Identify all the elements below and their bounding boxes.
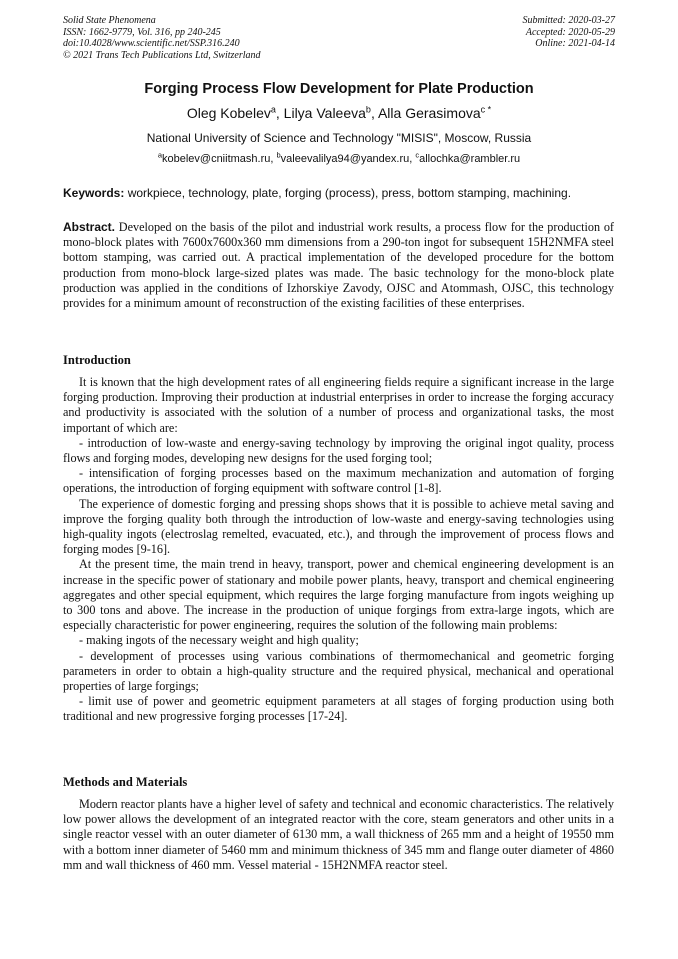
- doi-line: doi:10.4028/www.scientific.net/SSP.316.240: [63, 38, 240, 49]
- email-sup: c: [415, 150, 420, 160]
- email-link[interactable]: kobelev@cniitmash.ru: [161, 153, 271, 165]
- author-sup: b: [365, 104, 371, 115]
- email-sup: b: [276, 150, 281, 160]
- paragraph: At the present time, the main trend in heavy, transport, power and chemical engineering development is an increase in the specific power of stationary and mobile power plants, heavy, transport and chemical engineering aggregates and other special equipment, which requires the large forging manufacture from ingots weighing up to 300 tons and above. The increase in the production of unique forgings from extra-large ingots, which are especially characteristic for power engineering, requires the solution of the following main problems:: [63, 557, 614, 633]
- email-link[interactable]: valeevalilya94@yandex.ru: [280, 153, 410, 165]
- author-sup: a: [270, 104, 276, 115]
- introduction-body: [63, 375, 614, 725]
- paragraph: - introduction of low-waste and energy-saving technology by improving the original ingot quality, process flows and forging modes, developing new designs for the used forging tool;: [63, 435, 614, 466]
- keywords-label: Keywords:: [63, 186, 125, 200]
- abstract-text: Developed on the basis of the pilot and industrial work results, a process flow for the production of mono-block plates with 7600x7600x360 mm dimensions from a 290-ton ingot for subsequent 15H2NMFA steel bottom stamping, was carried out. A practical implementation of the developed procedure for the bottom production from mono-block large-sized plates was made. The basic technology for the mono-block plate production was applied in the conditions of Izhorskiye Zavody, OJSC and Atommash, OJSC, this technology provides for a minimum amount of reconstruction of the existing facilities of these enterprises.: [63, 220, 614, 311]
- author-name: Oleg Kobelev: [186, 105, 271, 121]
- accepted-date: Accepted: 2020-05-29: [525, 26, 615, 38]
- keywords-text: workpiece, technology, plate, forging (process), press, bottom stamping, machining.: [127, 186, 572, 200]
- author-name: Alla Gerasimova: [377, 105, 481, 121]
- author-name: Lilya Valeeva: [283, 105, 366, 121]
- paragraph: - limit use of power and geometric equipment parameters at all stages of forging production using both traditional and new progressive forging processes [17-24].: [63, 694, 614, 724]
- submission-dates: [415, 15, 615, 50]
- copyright-line: © 2021 Trans Tech Publications Ltd, Switzerland: [63, 49, 261, 61]
- abstract: [63, 220, 614, 311]
- email-link[interactable]: allochka@rambler.ru: [419, 153, 521, 165]
- issn-line: ISSN: 1662-9779, Vol. 316, pp 240-245: [63, 26, 221, 38]
- paper-title: Forging Process Flow Development for Plate Production: [144, 81, 534, 97]
- paragraph: It is known that the high development rates of all engineering fields require a significant increase in the large forging production. Improving their production at industrial enterprises in order to increase the forging accuracy and productivity is associated with the solution of a number of process and organizational tasks, the most important of which are:: [63, 375, 614, 435]
- paragraph: - making ingots of the necessary weight and high quality;: [79, 633, 359, 648]
- keywords: [63, 186, 623, 200]
- abstract-label: Abstract.: [63, 220, 116, 234]
- journal-info: [63, 15, 383, 61]
- author-sup: c *: [480, 104, 492, 115]
- paragraph: Modern reactor plants have a higher level of safety and technical and economic characteristics. The relatively low power allows the development of an integrated reactor with the core, steam generators and other units in a single reactor vessel with an outer diameter of 6130 mm, a wall thickness of 265 mm and a height of 19550 mm with a bottom inner diameter of 5460 mm and minimum thickness of 345 mm and flange outer diameter of 4860 mm and wall thickness of 460 mm. Vessel material - 15H2NMFA reactor steel.: [63, 797, 614, 872]
- methods-body: [63, 797, 614, 873]
- methods-heading: Methods and Materials: [63, 775, 188, 789]
- submitted-date: Submitted: 2020-03-27: [522, 15, 615, 26]
- paragraph: The experience of domestic forging and pressing shops shows that it is possible to achieve metal saving and improve the forging quality both through the introduction of low-waste and energy-saving technologies using high-quality ingots (electroslag remelted, evacuated, etc.), and through the improvement of process flows and forging modes [9-16].: [63, 496, 614, 557]
- email-list: $^a$kobelev@cniitmash.ru, $^b$valeevalilya94@yandex.ru, $^c$allochka@rambler.ru: [157, 150, 521, 165]
- journal-name: Solid State Phenomena: [63, 15, 156, 26]
- affiliation: National University of Science and Technology "MISIS", Moscow, Russia: [146, 131, 532, 145]
- email-sup: a: [157, 150, 162, 160]
- online-date: Online: 2021-04-14: [535, 38, 615, 49]
- introduction-heading: Introduction: [63, 353, 131, 367]
- author-list: Oleg Kobelev$^a$, Lilya Valeeva$^b$, Alla Gerasimova$^{c *}$: [186, 104, 492, 121]
- paragraph: - intensification of forging processes based on the maximum mechanization and automation of forging operations, the introduction of forging equipment with software control [1-8].: [63, 466, 614, 496]
- paragraph: - development of processes using various combinations of thermomechanical and geometric forging parameters in order to obtain a high-quality structure and the required physical, mechanical and operational properties of large forgings;: [63, 648, 614, 694]
